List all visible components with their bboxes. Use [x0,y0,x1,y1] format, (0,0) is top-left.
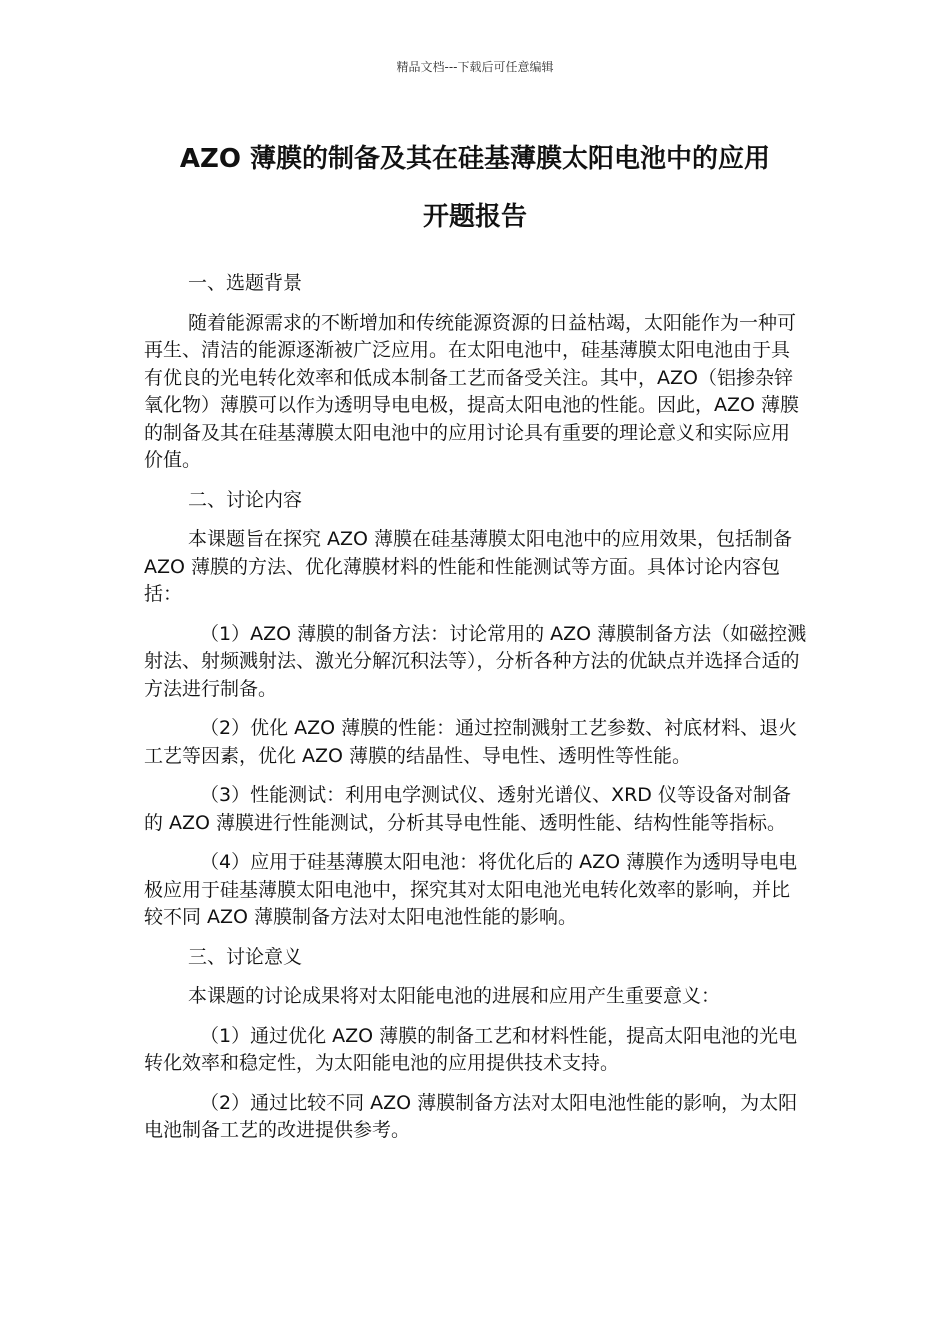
background-paragraph: 随着能源需求的不断增加和传统能源资源的日益枯竭，太阳能作为一种可再生、清洁的能源逐渐被广泛应用。在太阳电池中，硅基薄膜太阳电池由于具有优良的光电转化效率和低成本制备工艺而备受关注。其中，AZO（铝掺杂锌氧化物）薄膜可以作为透明导电电极，提高太阳电池的性能。因此，AZO 薄膜的制备及其在硅基薄膜太阳电池中的应用讨论具有重要的理论意义和实际应用价值。 [144,311,800,471]
content-item-3: （3）性能测试：利用电学测试仪、透射光谱仪、XRD 仪等设备对制备的 AZO 薄膜进行性能测试，分析其导电性能、透明性能、结构性能等指标。 [144,784,791,834]
section-heading-significance: 三、讨论意义 [188,945,303,968]
document-title-line-1: AZO 薄膜的制备及其在硅基薄膜太阳电池中的应用 [179,144,771,174]
significance-item-2: （2）通过比较不同 AZO 薄膜制备方法对太阳电池性能的影响，为太阳电池制备工艺的改进提供参考。 [144,1091,798,1141]
document-body [144,270,808,1157]
content-item-2: （2）优化 AZO 薄膜的性能：通过控制溅射工艺参数、衬底材料、退火工艺等因素，优化 AZO 薄膜的结晶性、导电性、透明性等性能。 [144,717,798,767]
content-item-1: （1）AZO 薄膜的制备方法：讨论常用的 AZO 薄膜制备方法（如磁控溅射法、射频溅射法、激光分解沉积法等），分析各种方法的优缺点并选择合适的方法进行制备。 [144,622,807,700]
content-item-4: （4）应用于硅基薄膜太阳电池：将优化后的 AZO 薄膜作为透明导电电极应用于硅基薄膜太阳电池中，探究其对太阳电池光电转化效率的影响，并比较不同 AZO 薄膜制备方法对太阳电池性能的影响。 [144,851,798,928]
document-title-line-2: 开题报告 [422,202,527,232]
section-heading-content: 二、讨论内容 [188,488,303,511]
section-heading-background: 一、选题背景 [188,272,303,294]
page-header: 精品文档---下载后可任意编辑 [396,60,554,74]
content-intro-paragraph: 本课题旨在探究 AZO 薄膜在硅基薄膜太阳电池中的应用效果，包括制备 AZO 薄膜的方法、优化薄膜材料的性能和性能测试等方面。具体讨论内容包括： [144,528,793,605]
significance-item-1: （1）通过优化 AZO 薄膜的制备工艺和材料性能，提高太阳电池的光电转化效率和稳定性，为太阳能电池的应用提供技术支持。 [144,1024,798,1074]
significance-intro-paragraph: 本课题的讨论成果将对太阳能电池的进展和应用产生重要意义： [188,985,721,1007]
